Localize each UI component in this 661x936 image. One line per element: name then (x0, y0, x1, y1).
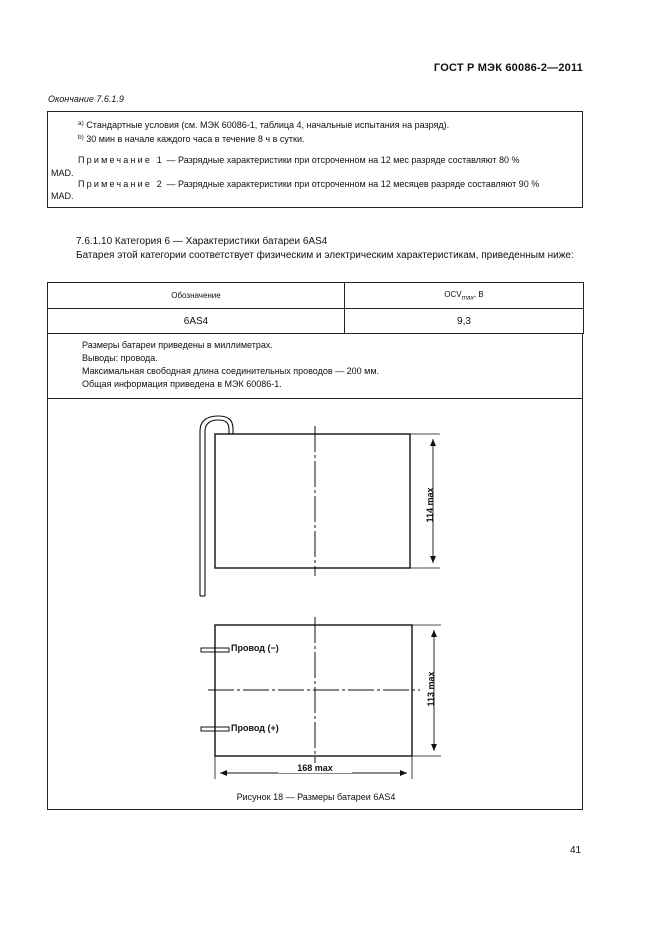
footnote-a-text: Стандартные условия (см. МЭК 60086-1, таблица 4, начальные испытания на разряд). (86, 120, 450, 130)
section-intro: Батарея этой категории соответствует физическим и электрическим характеристикам, приведенным ниже: (76, 250, 574, 261)
note-1-continuation: MAD. (51, 168, 74, 178)
footnote-a-mark: a) (78, 120, 84, 127)
notes-box (47, 111, 583, 208)
header-ocv-sub: max (461, 294, 474, 302)
header-ocv-unit: , В (473, 289, 484, 299)
header-designation: Обозначение (48, 283, 345, 309)
note-2-label: Примечание 2 (78, 179, 164, 189)
dim-label-top-height: 114 max (425, 487, 435, 523)
continuation-label: Окончание 7.6.1.9 (48, 94, 124, 104)
footnote-a (78, 120, 449, 130)
info-line-3: Максимальная свободная длина соединительных проводов — 200 мм. (82, 366, 380, 376)
footnote-b-text: 30 мин в начале каждого часа в течение 8 ч в сутки. (86, 134, 305, 144)
cell-designation: 6AS4 (48, 309, 345, 334)
footnote-b-mark: b) (78, 134, 84, 141)
page-number: 41 (570, 845, 582, 856)
footnote-b (78, 134, 305, 144)
dim-label-bottom-height: 113 max (426, 671, 436, 707)
info-line-2: Выводы: провода. (82, 353, 158, 363)
header-ocv-main: OCV (444, 289, 462, 299)
label-wire-minus: Провод (−) (231, 643, 279, 653)
document-header: ГОСТ Р МЭК 60086-2—2011 (433, 62, 583, 74)
info-line-1: Размеры батареи приведены в миллиметрах. (82, 340, 273, 350)
table-header-row (48, 283, 584, 309)
header-ocv (345, 283, 584, 309)
table-row (48, 309, 584, 334)
wire-lead-inner (205, 420, 229, 596)
note-2 (78, 178, 580, 191)
section-title: 7.6.1.10 Категория 6 — Характеристики батареи 6AS4 (76, 236, 328, 247)
note-1 (78, 154, 580, 167)
note-2-text: — Разрядные характеристики при отсроченном на 12 месяцев разряде составляют 90 % (164, 179, 540, 189)
info-line-4: Общая информация приведена в МЭК 60086-1. (82, 379, 282, 389)
figure-caption: Рисунок 18 — Размеры батареи 6AS4 (236, 792, 396, 802)
note-1-label: Примечание 1 (78, 155, 164, 165)
info-box (47, 333, 583, 399)
top-view-body (215, 434, 410, 568)
cell-ocv: 9,3 (345, 309, 584, 334)
characteristics-table (47, 282, 584, 334)
bottom-view (201, 617, 441, 779)
note-1-text: — Разрядные характеристики при отсроченном на 12 мес разряде составляют 80 % (164, 155, 520, 165)
battery-drawing (48, 399, 584, 811)
label-wire-plus: Провод (+) (231, 723, 279, 733)
top-view (200, 416, 440, 596)
dim-label-width: 168 max (278, 763, 352, 773)
note-2-continuation: MAD. (51, 191, 74, 201)
figure-box (47, 398, 583, 810)
